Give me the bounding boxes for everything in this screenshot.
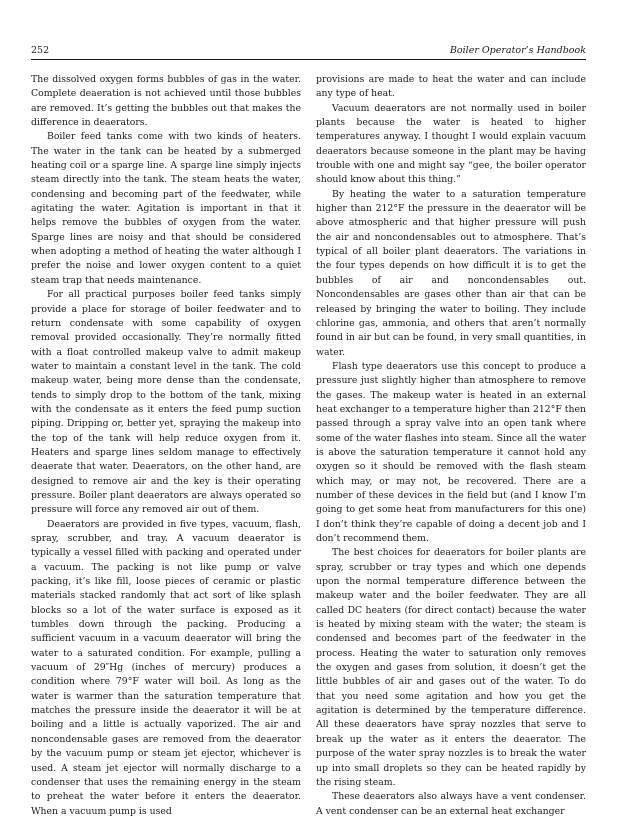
paragraph: These deaerators also always have a vent condenser. A vent condenser can be an external heat exchanger — [316, 791, 586, 817]
left-column — [31, 73, 301, 819]
paragraph: Deaerators are provided in five types, vacuum, flash, spray, scrubber, and tray. A vacuum deaerator is typically a vessel filled with packing and operated under a vacuum. The packing is not like pump or valve packing, it’s like fill, loose pieces of ceramic or plastic materials stacked randomly that act sort of like splash blocks so a lot of the water surface is exposed as it tumbles down through the packing. Producing a sufficient vacuum in a vacuum deaerator will bring the water to a saturated condition. For example, pulling a vacuum of 29″Hg (inches of mercury) produces a condition where 79°F water will boil. As long as the water is warmer than the saturation temperature that matches the pressure inside the deaerator it will be at boiling and a little is actually vaporized. The air and noncondensable gases are removed from the deaerator by the vacuum pump or steam jet ejector, whichever is used. A steam jet ejector will normally discharge to a condenser that uses the remaining energy in the steam to preheat the water before it enters the deaerator. When a vacuum pump is used — [31, 518, 301, 817]
paragraph: The best choices for deaerators for boiler plants are spray, scrubber or tray types and which one depends upon the normal temperature difference between the makeup water and the boiler feedwater. They are all called DC heaters (for direct contact) because the water is heated by mixing steam with the water; the steam is condensed and becomes part of the feedwater in the process. Heating the water to saturation only removes the oxygen and gases from solution, it doesn’t get the little bubbles of air and gases out of the water. To do that you need some agitation and how you get the agitation is determined by the temperature difference. All these deaerators have spray nozzles that serve to break up the water as it enters the deaerator. The purpose of the water spray nozzles is to break the water up into small droplets so they can be heated rapidly by the rising steam. — [316, 547, 586, 788]
paragraph: The dissolved oxygen forms bubbles of gas in the water. Complete deaeration is not achieved until those bubbles are removed. It’s getting the bubbles out that makes the difference in deaerators. — [31, 74, 301, 129]
page-header — [31, 44, 586, 58]
right-column — [316, 73, 586, 819]
paragraph: provisions are made to heat the water and can include any type of heat. — [316, 74, 586, 100]
header-rule — [31, 59, 586, 60]
running-title: Boiler Operator’s Handbook — [449, 45, 586, 56]
paragraph: By heating the water to a saturation temperature higher than 212°F the pressure in the deaerator will be above atmospheric and that higher pressure will push the air and noncondensables out to atmosphere. That’s typical of all boiler plant deaerators. The variations in the four types depends on how difficult it is to get the bubbles of air and noncondensables out. Noncondensables are gases other than air that can be released by bringing the water to boiling. They include chlorine gas, ammonia, and others that aren’t normally found in air but can be found, in very small quantities, in water. — [316, 188, 586, 358]
paragraph: Boiler feed tanks come with two kinds of heaters. The water in the tank can be heated by a submerged heating coil or a sparge line. A sparge line simply injects steam directly into the tank. The steam heats the water, condensing and becoming part of the feedwater, while agitating the water. Agitation is important in that it helps remove the bubbles of oxygen from the water. Sparge lines are noisy and that should be considered when adopting a method of heating the water although I prefer the noise and lower oxygen content to a quiet steam trap that needs maintenance. — [31, 131, 301, 286]
paragraph: Flash type deaerators use this concept to produce a pressure just slightly higher than atmosphere to remove the gases. The makeup water is heated in an external heat exchanger to a temperature higher than 212°F then passed through a spray valve into an open tank where some of the water flashes into steam. Since all the water is above the saturation temperature it cannot hold any oxygen so it should be removed with the flash steam which may, or may not, be recovered. There are a number of these devices in the field but (and I know I’m going to get some heat from manufacturers for this one) I don’t think they’re capable of doing a decent job and I don’t recommend them. — [316, 360, 586, 544]
page-number: 252 — [31, 45, 50, 56]
paragraph: Vacuum deaerators are not normally used in boiler plants because the water is heated to higher temperatures anyway. I thought I would explain vacuum deaerators because someone in the plant may be having trouble with one and might say “gee, the boiler operator should know about this thing.” — [316, 102, 586, 186]
paragraph: For all practical purposes boiler feed tanks simply provide a place for storage of boiler feedwater and to return condensate with some capability of oxygen removal provided occasionally. They’re normally fitted with a float controlled makeup valve to admit makeup water to maintain a constant level in the tank. The cold makeup water, being more dense than the condensate, tends to simply drop to the bottom of the tank, mixing with the condensate as it enters the feed pump suction piping. Dripping or, better yet, spraying the makeup into the top of the tank will help reduce oxygen from it. Heaters and sparge lines seldom manage to effectively deaerate that water. Deaerators, on the other hand, are designed to remove air and the key is their operating pressure. Boiler plant deaerators are always operated so pressure will force any removed air out of them. — [31, 289, 301, 516]
